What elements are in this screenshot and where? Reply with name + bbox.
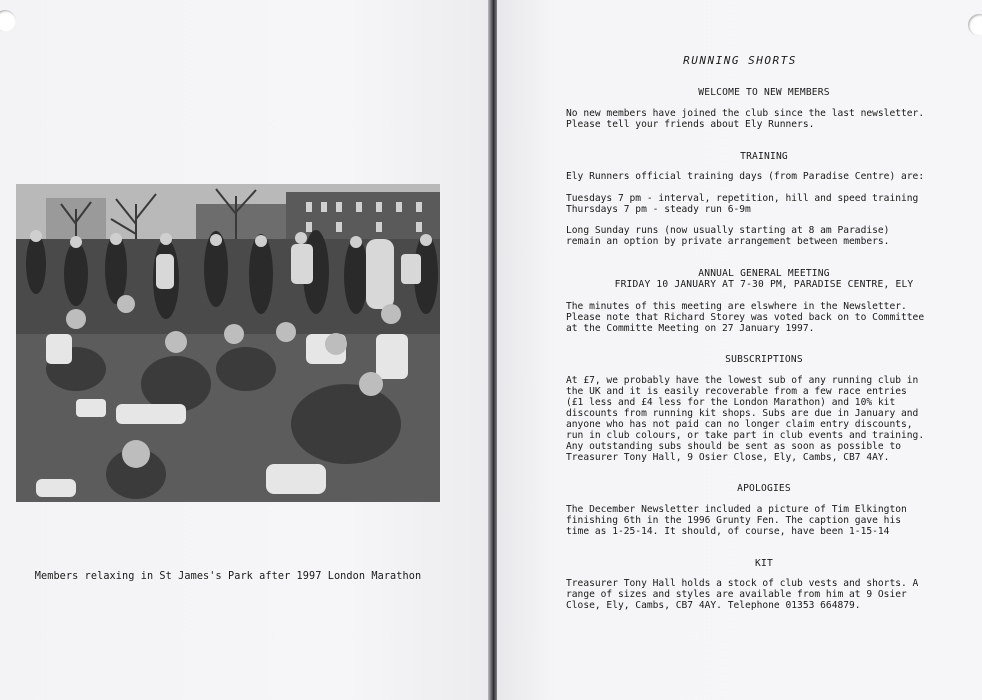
welcome-heading: WELCOME TO NEW MEMBERS [698,87,830,98]
apologies-body: The December Newsletter included a picture of Tim Elkington finishing 6th in the 1996 Grunty Fen. The caption gave his time as 1-25-14. It should, of course, have been 1-15-14 [566,504,907,537]
training-schedule: Tuesdays 7 pm - interval, repetition, hill and speed training Thursdays 7 pm - steady run 6-9m [566,193,919,215]
subscriptions-heading: SUBSCRIPTIONS [725,354,803,365]
training-heading: TRAINING [740,151,788,162]
kit-heading: KIT [755,558,773,569]
welcome-body: No new members have joined the club since the last newsletter. Please tell your friends about Ely Runners. [566,108,925,130]
photo-image [16,184,440,502]
agm-subheading: FRIDAY 10 JANUARY AT 7-30 PM, PARADISE CENTRE, ELY [614,279,914,290]
subscriptions-body: At £7, we probably have the lowest sub of any running club in the UK and it is easily recoverable from a few race entries (£1 less and £4 less for the London Marathon) and 10% kit discounts from running kit shops. Subs are due in January and anyone who has not paid can no longer claim entry discounts, run in club colours, or take part in club events and training. Any outstanding subs should be sent as soon as possible to Treasurer Tony Hall, 9 Osier Close, Ely, Cambs, CB7 4AY. [566,375,925,463]
training-intro: Ely Runners official training days (from Paradise Centre) are: [566,171,925,182]
photo-caption: Members relaxing in St James's Park after 1997 London Marathon [34,571,422,582]
apologies-heading: APOLOGIES [737,483,791,494]
agm-body: The minutes of this meeting are elswhere in the Newsletter. Please note that Richard Storey was voted back on to Committee at the Committe Meeting on 27 January 1997. [566,301,925,334]
kit-body: Treasurer Tony Hall holds a stock of club vests and shorts. A range of sizes and styles are available from him at 9 Osier Close, Ely, Cambs, CB7 4AY. Telephone 01353 664879. [566,578,919,611]
training-sunday: Long Sunday runs (now usually starting at 8 am Paradise) remain an option by private arrangement between members. [566,225,890,247]
punch-hole-right [968,14,982,36]
left-page [0,0,490,700]
page-title: RUNNING SHORTS [683,54,797,67]
marathon-photo [16,184,440,502]
agm-heading: ANNUAL GENERAL MEETING [698,268,830,279]
punch-hole-left [0,10,16,32]
